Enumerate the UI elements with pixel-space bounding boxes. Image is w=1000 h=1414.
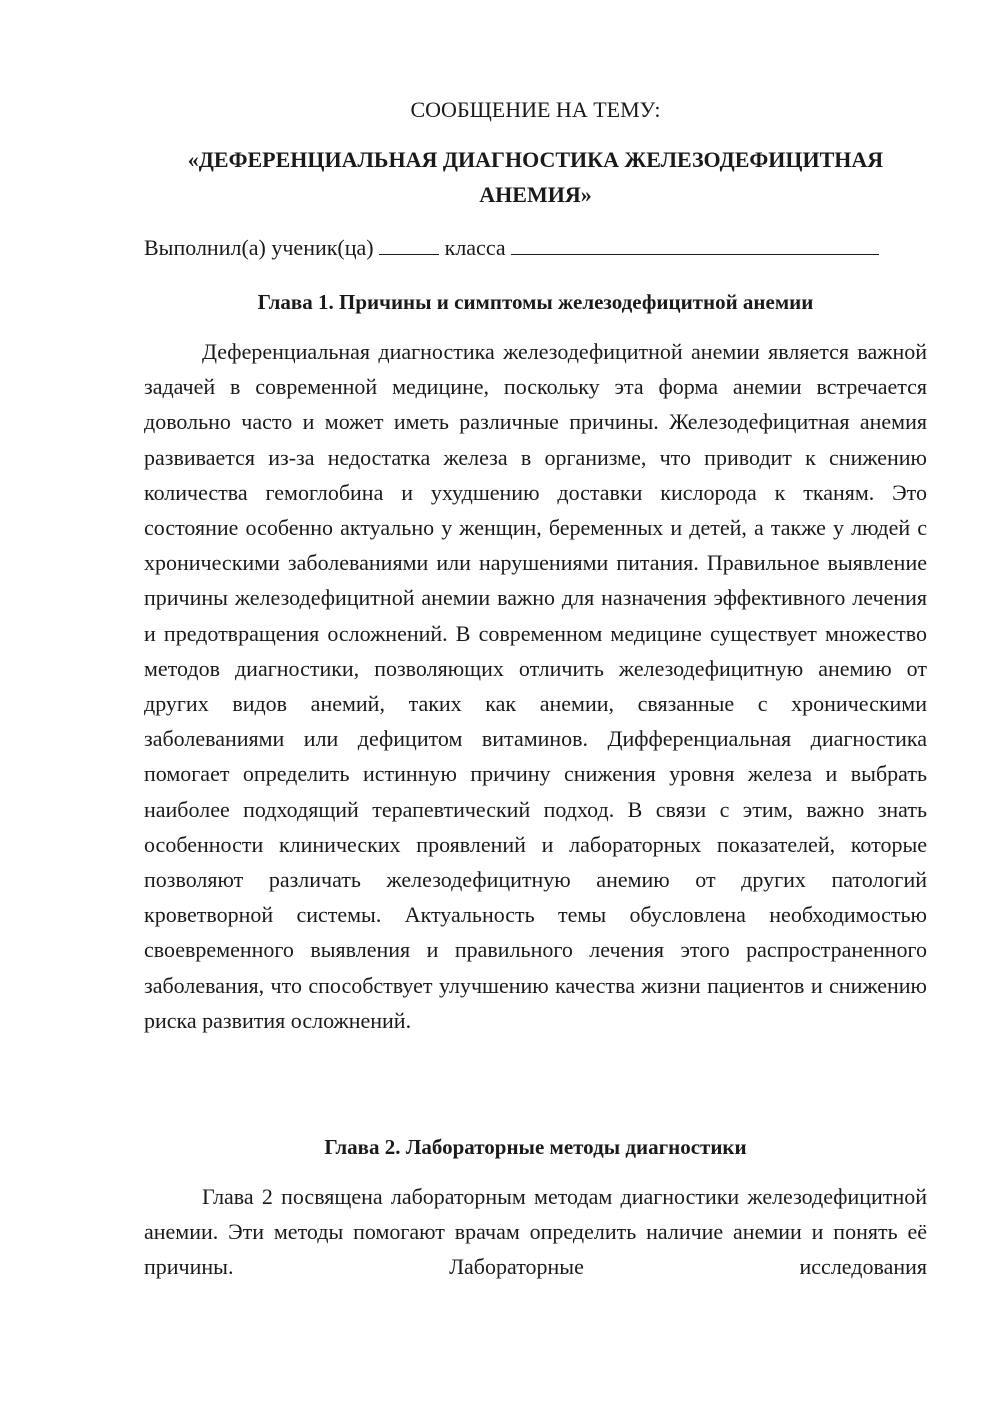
title-line-2: АНЕМИЯ»: [479, 182, 592, 207]
chapter-1-paragraph: Деференциальная диагностика железодефицитной анемии является важной задачей в современной медицине, поскольку эта форма анемии встречается довольно часто и может иметь различные причины. Железодефицитная анемия развивается из-за недостатка железа в организме, что приводит к снижению количества гемоглобина и ухудшению доставки кислорода к тканям. Это состояние особенно актуально у женщин, беременных и детей, а также у людей с хроническими заболеваниями или нарушениями питания. Правильное выявление причины железодефицитной анемии важно для назначения эффективного лечения и предотвращения осложнений. В современном медицине существует множество методов диагностики, позволяющих отличить железодефицитную анемию от других видов анемий, таких как анемии, связанные с хроническими заболеваниями или дефицитом витаминов. Дифференциальная диагностика помогает определить истинную причину снижения уровня железа и выбрать наиболее подходящий терапевтический подход. В связи с этим, важно знать особенности клинических проявлений и лабораторных показателей, которые позволяют различать железодефицитную анемию от других патологий кроветворной системы. Актуальность темы обусловлена необходимостью своевременного выявления и правильного лечения этого распространенного заболевания, что способствует улучшению качества жизни пациентов и снижению риска развития осложнений.: [144, 339, 927, 1033]
class-label: класса: [444, 235, 506, 260]
name-blank: [511, 232, 879, 255]
author-line: [144, 230, 927, 265]
chapter-2-paragraph: Глава 2 посвящена лабораторным методам диагностики железодефицитной анемии. Эти методы помогают врачам определить наличие анемии и понять её причины. Лабораторные исследования: [144, 1184, 927, 1280]
document-title: [144, 142, 927, 212]
chapter-2-title: Глава 2. Лабораторные методы диагностики: [324, 1135, 747, 1159]
grade-blank: [379, 232, 439, 255]
author-prefix: Выполнил(а) ученик(ца): [144, 235, 374, 260]
chapter-1-title: Глава 1. Причины и симптомы железодефицитной анемии: [257, 290, 814, 314]
title-line-1: «ДЕФЕРЕНЦИАЛЬНАЯ ДИАГНОСТИКА ЖЕЛЕЗОДЕФИЦИТНАЯ: [187, 147, 884, 172]
subject-line: СООБЩЕНИЕ НА ТЕМУ:: [410, 97, 661, 122]
